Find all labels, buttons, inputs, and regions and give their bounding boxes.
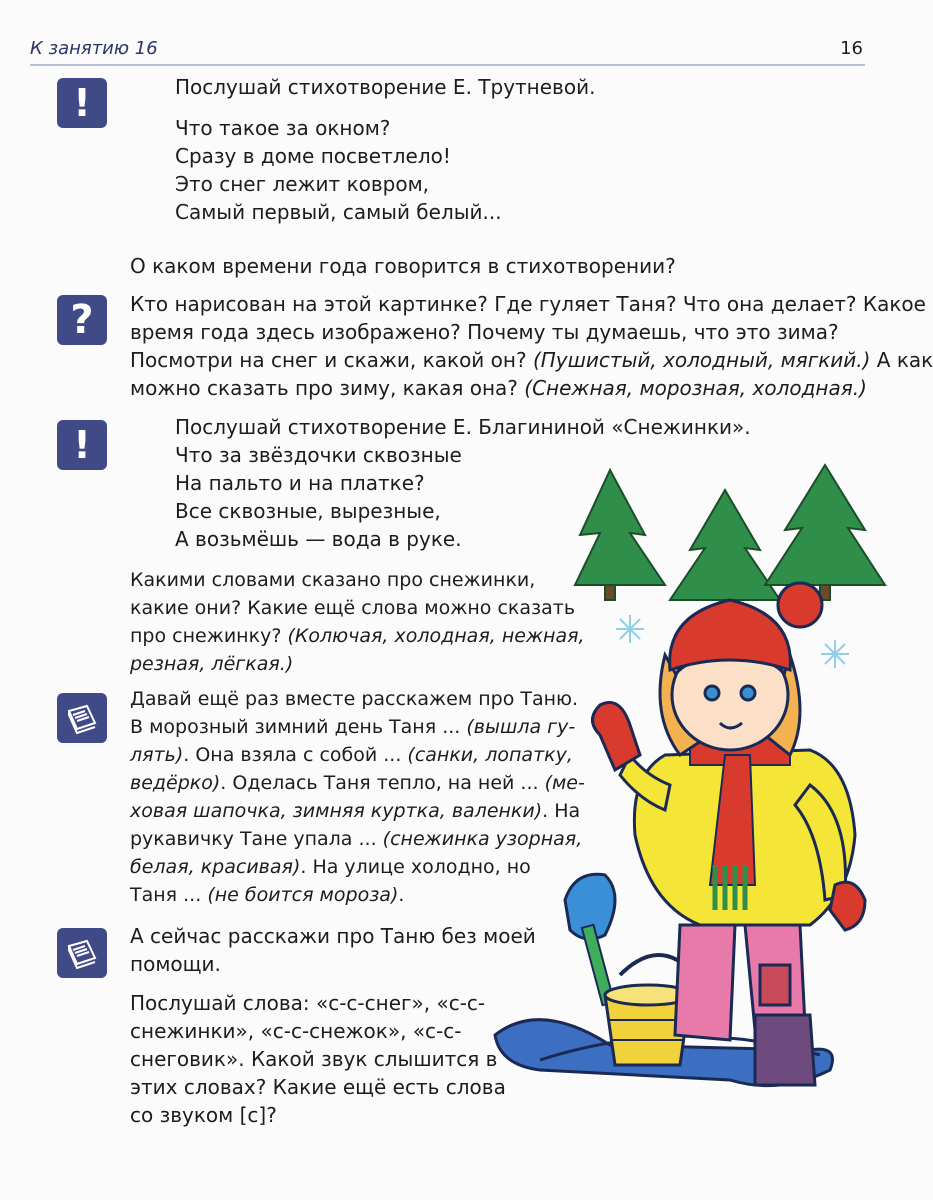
retell-line: А сейчас расскажи про Таню без моей xyxy=(130,924,536,948)
poem2-line: Что за звёздочки сквозные xyxy=(175,443,462,467)
story-line: рукавичку Тане упала ... (снежинка узорная, xyxy=(130,828,583,850)
snowflake-question: резная, лёгкая.) xyxy=(130,653,294,675)
questions-line: можно сказать про зиму, какая она? (Снежная, морозная, холодная.) xyxy=(130,376,867,400)
fir-tree xyxy=(575,465,885,612)
poem1-intro: Послушай стихотворение Е. Трутневой. xyxy=(175,75,596,99)
sound-line: Послушай слова: «с-с-снег», «с-с- xyxy=(130,991,486,1015)
poem1-line: Сразу в доме посветлело! xyxy=(175,144,451,168)
snowflake-question: какие они? Какие ещё слова можно сказать xyxy=(130,597,576,619)
page-number: 16 xyxy=(840,38,863,59)
book-icon xyxy=(57,928,107,978)
sound-line: снежинки», «с-с-снежок», «с-с- xyxy=(130,1019,462,1043)
season-question: О каком времени года говорится в стихотворении? xyxy=(130,254,676,278)
questions-line: Посмотри на снег и скажи, какой он? (Пушистый, холодный, мягкий.) А как xyxy=(130,348,933,372)
story-line: белая, красивая). На улице холодно, но xyxy=(130,856,531,878)
shovel xyxy=(565,874,615,1005)
poem1-line: Самый первый, самый белый... xyxy=(175,200,502,224)
story-line: В морозный зимний день Таня ... (вышла гу- xyxy=(130,716,576,738)
exclamation-icon: ! xyxy=(57,78,107,128)
girl-with-sled-illustration xyxy=(480,455,900,1120)
story-line: ховая шапочка, зимняя куртка, валенки). На xyxy=(130,800,581,822)
story-line: Таня ... (не боится мороза). xyxy=(130,884,405,906)
story-line: лять). Она взяла с собой ... (санки, лопатку, xyxy=(130,744,573,766)
poem2-line: На пальто и на платке? xyxy=(175,471,425,495)
story-line: Давай ещё раз вместе расскажем про Таню. xyxy=(130,688,579,710)
snowflake-question: Какими словами сказано про снежинки, xyxy=(130,569,536,591)
question-icon: ? xyxy=(57,295,107,345)
questions-line: Кто нарисован на этой картинке? Где гуляет Таня? Что она делает? Какое xyxy=(130,292,926,316)
sound-line: со звуком [с]? xyxy=(130,1103,277,1127)
questions-line: время года здесь изображено? Почему ты думаешь, что это зима? xyxy=(130,320,839,344)
retell-line: помощи. xyxy=(130,952,221,976)
poem2-intro: Послушай стихотворение Е. Благининой «Снежинки». xyxy=(175,415,751,439)
sound-line: снеговик». Какой звук слышится в xyxy=(130,1047,498,1071)
poem1-line: Что такое за окном? xyxy=(175,116,391,140)
girl-head xyxy=(660,583,822,755)
poem2-line: Все сквозные, вырезные, xyxy=(175,499,441,523)
poem2-line: А возьмёшь — вода в руке. xyxy=(175,527,462,551)
snowflake-question: про снежинку? (Колючая, холодная, нежная, xyxy=(130,625,585,647)
lesson-label: К занятию 16 xyxy=(30,38,158,59)
story-line: ведёрко). Оделась Таня тепло, на ней ... (ме- xyxy=(130,772,585,794)
poem1-line: Это снег лежит ковром, xyxy=(175,172,430,196)
book-icon xyxy=(57,693,107,743)
exclamation-icon: ! xyxy=(57,420,107,470)
sound-line: этих словах? Какие ещё есть слова xyxy=(130,1075,506,1099)
page-header xyxy=(30,34,865,66)
